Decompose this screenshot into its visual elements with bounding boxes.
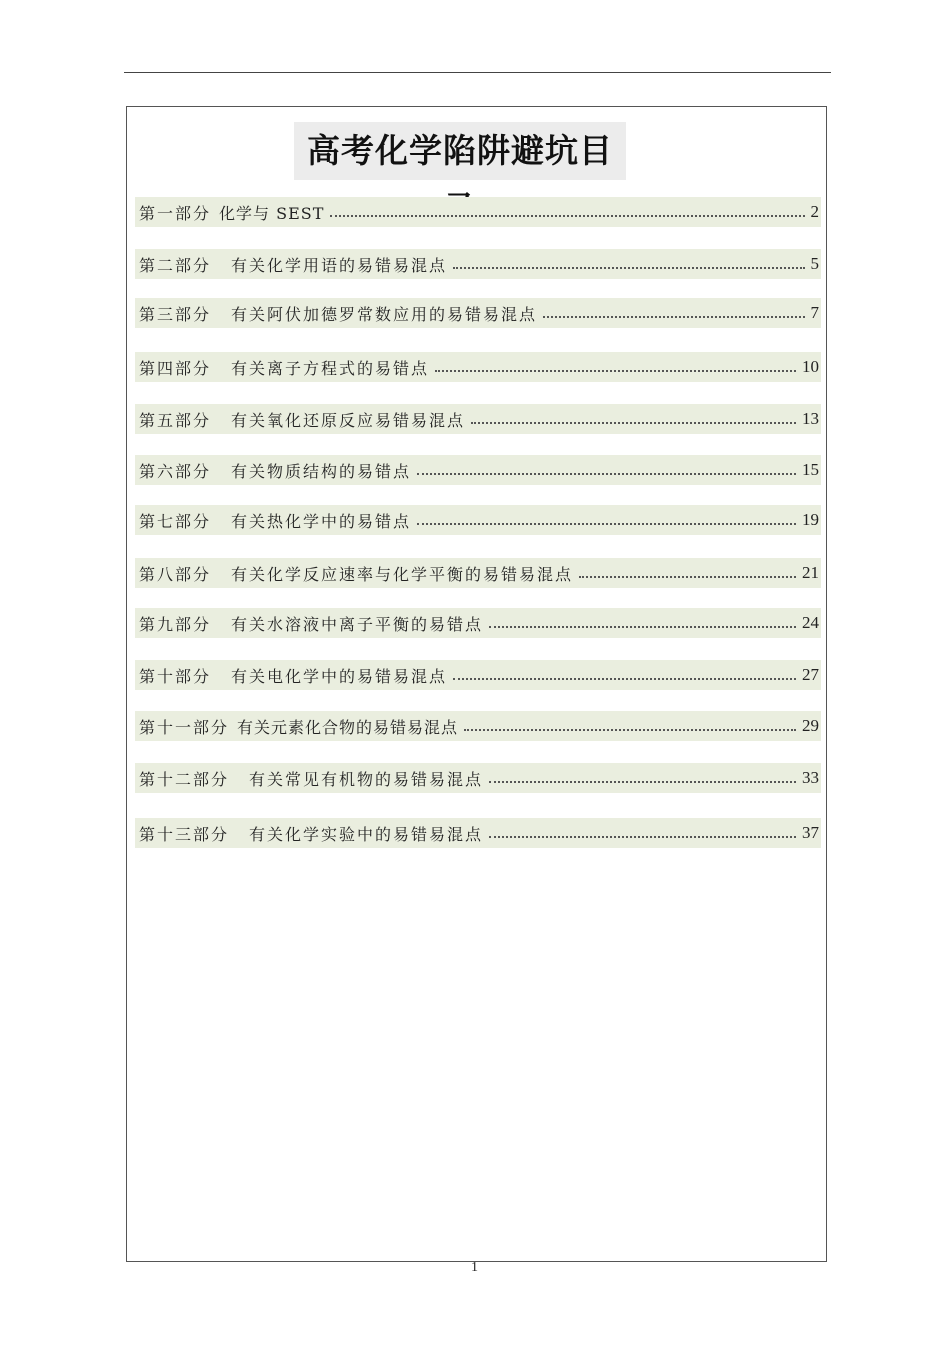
toc-part-label: 第一部分	[139, 203, 212, 223]
toc-page-number: 15	[802, 460, 819, 479]
toc-entry-13[interactable]	[135, 818, 821, 848]
toc-part-label: 第十二部分	[139, 769, 230, 789]
toc-entry-6[interactable]	[135, 455, 821, 485]
toc-entry-9[interactable]	[135, 608, 821, 638]
toc-page-number: 37	[802, 823, 819, 842]
toc-entry-title: 有关氧化还原反应易错易混点	[231, 410, 466, 430]
toc-part-label: 第十部分	[139, 666, 212, 686]
toc-page-number: 7	[810, 303, 819, 322]
toc-part-label: 第三部分	[139, 304, 212, 324]
toc-entry-8[interactable]	[135, 558, 821, 588]
toc-entry-10[interactable]	[135, 660, 821, 690]
toc-entry-4[interactable]	[135, 352, 821, 382]
toc-dot-leader	[543, 300, 804, 318]
toc-entry-title: 有关化学反应速率与化学平衡的易错易混点	[231, 564, 574, 584]
toc-part-label: 第八部分	[139, 564, 212, 584]
toc-part-label: 第七部分	[139, 511, 212, 531]
toc-entry-title: 有关化学用语的易错易混点	[231, 255, 448, 275]
toc-entry-title: 化学与 SEST	[219, 203, 325, 223]
toc-dot-leader	[453, 662, 796, 680]
document-title: 高考化学陷阱避坑目	[294, 122, 626, 180]
toc-page-number: 24	[802, 613, 819, 632]
toc-entry-title: 有关电化学中的易错易混点	[231, 666, 448, 686]
toc-dot-leader	[464, 713, 796, 731]
toc-dot-leader	[417, 507, 796, 525]
toc-dot-leader	[489, 610, 796, 628]
toc-part-label: 第五部分	[139, 410, 212, 430]
toc-entry-title: 有关离子方程式的易错点	[231, 358, 430, 378]
toc-entry-title: 有关常见有机物的易错易混点	[249, 769, 484, 789]
toc-entry-12[interactable]	[135, 763, 821, 793]
toc-entry-11[interactable]	[135, 711, 821, 741]
toc-page-number: 33	[802, 768, 819, 787]
toc-page-number: 19	[802, 510, 819, 529]
toc-entry-title: 有关化学实验中的易错易混点	[249, 824, 484, 844]
toc-page-number: 2	[810, 202, 819, 221]
toc-entry-title: 有关水溶液中离子平衡的易错点	[231, 614, 484, 634]
toc-entry-2[interactable]	[135, 249, 821, 279]
header-rule	[124, 72, 831, 73]
toc-page-number: 10	[802, 357, 819, 376]
toc-dot-leader	[435, 354, 796, 372]
toc-entry-7[interactable]	[135, 505, 821, 535]
page-number: 1	[471, 1260, 478, 1275]
toc-part-label: 第九部分	[139, 614, 212, 634]
toc-page-number: 5	[810, 254, 819, 273]
toc-entry-5[interactable]	[135, 404, 821, 434]
toc-page-number: 13	[802, 409, 819, 428]
toc-entry-1[interactable]	[135, 197, 821, 227]
toc-page-number: 21	[802, 563, 819, 582]
toc-dot-leader	[471, 406, 796, 424]
toc-part-label: 第二部分	[139, 255, 212, 275]
toc-dot-leader	[489, 820, 796, 838]
toc-dot-leader	[417, 457, 796, 475]
toc-page-number: 29	[802, 716, 819, 735]
toc-entry-title: 有关元素化合物的易错易混点	[237, 717, 459, 737]
toc-entry-title: 有关热化学中的易错点	[231, 511, 412, 531]
toc-dot-leader	[453, 251, 804, 269]
toc-part-label: 第六部分	[139, 461, 212, 481]
toc-part-label: 第十三部分	[139, 824, 230, 844]
toc-entry-3[interactable]	[135, 298, 821, 328]
toc-page-number: 27	[802, 665, 819, 684]
toc-part-label: 第四部分	[139, 358, 212, 378]
toc-dot-leader	[579, 560, 796, 578]
toc-part-label: 第十一部分	[139, 717, 230, 737]
toc-dot-leader	[330, 199, 804, 217]
toc-dot-leader	[489, 765, 796, 783]
toc-entry-title: 有关阿伏加德罗常数应用的易错易混点	[231, 304, 538, 324]
toc-entry-title: 有关物质结构的易错点	[231, 461, 412, 481]
